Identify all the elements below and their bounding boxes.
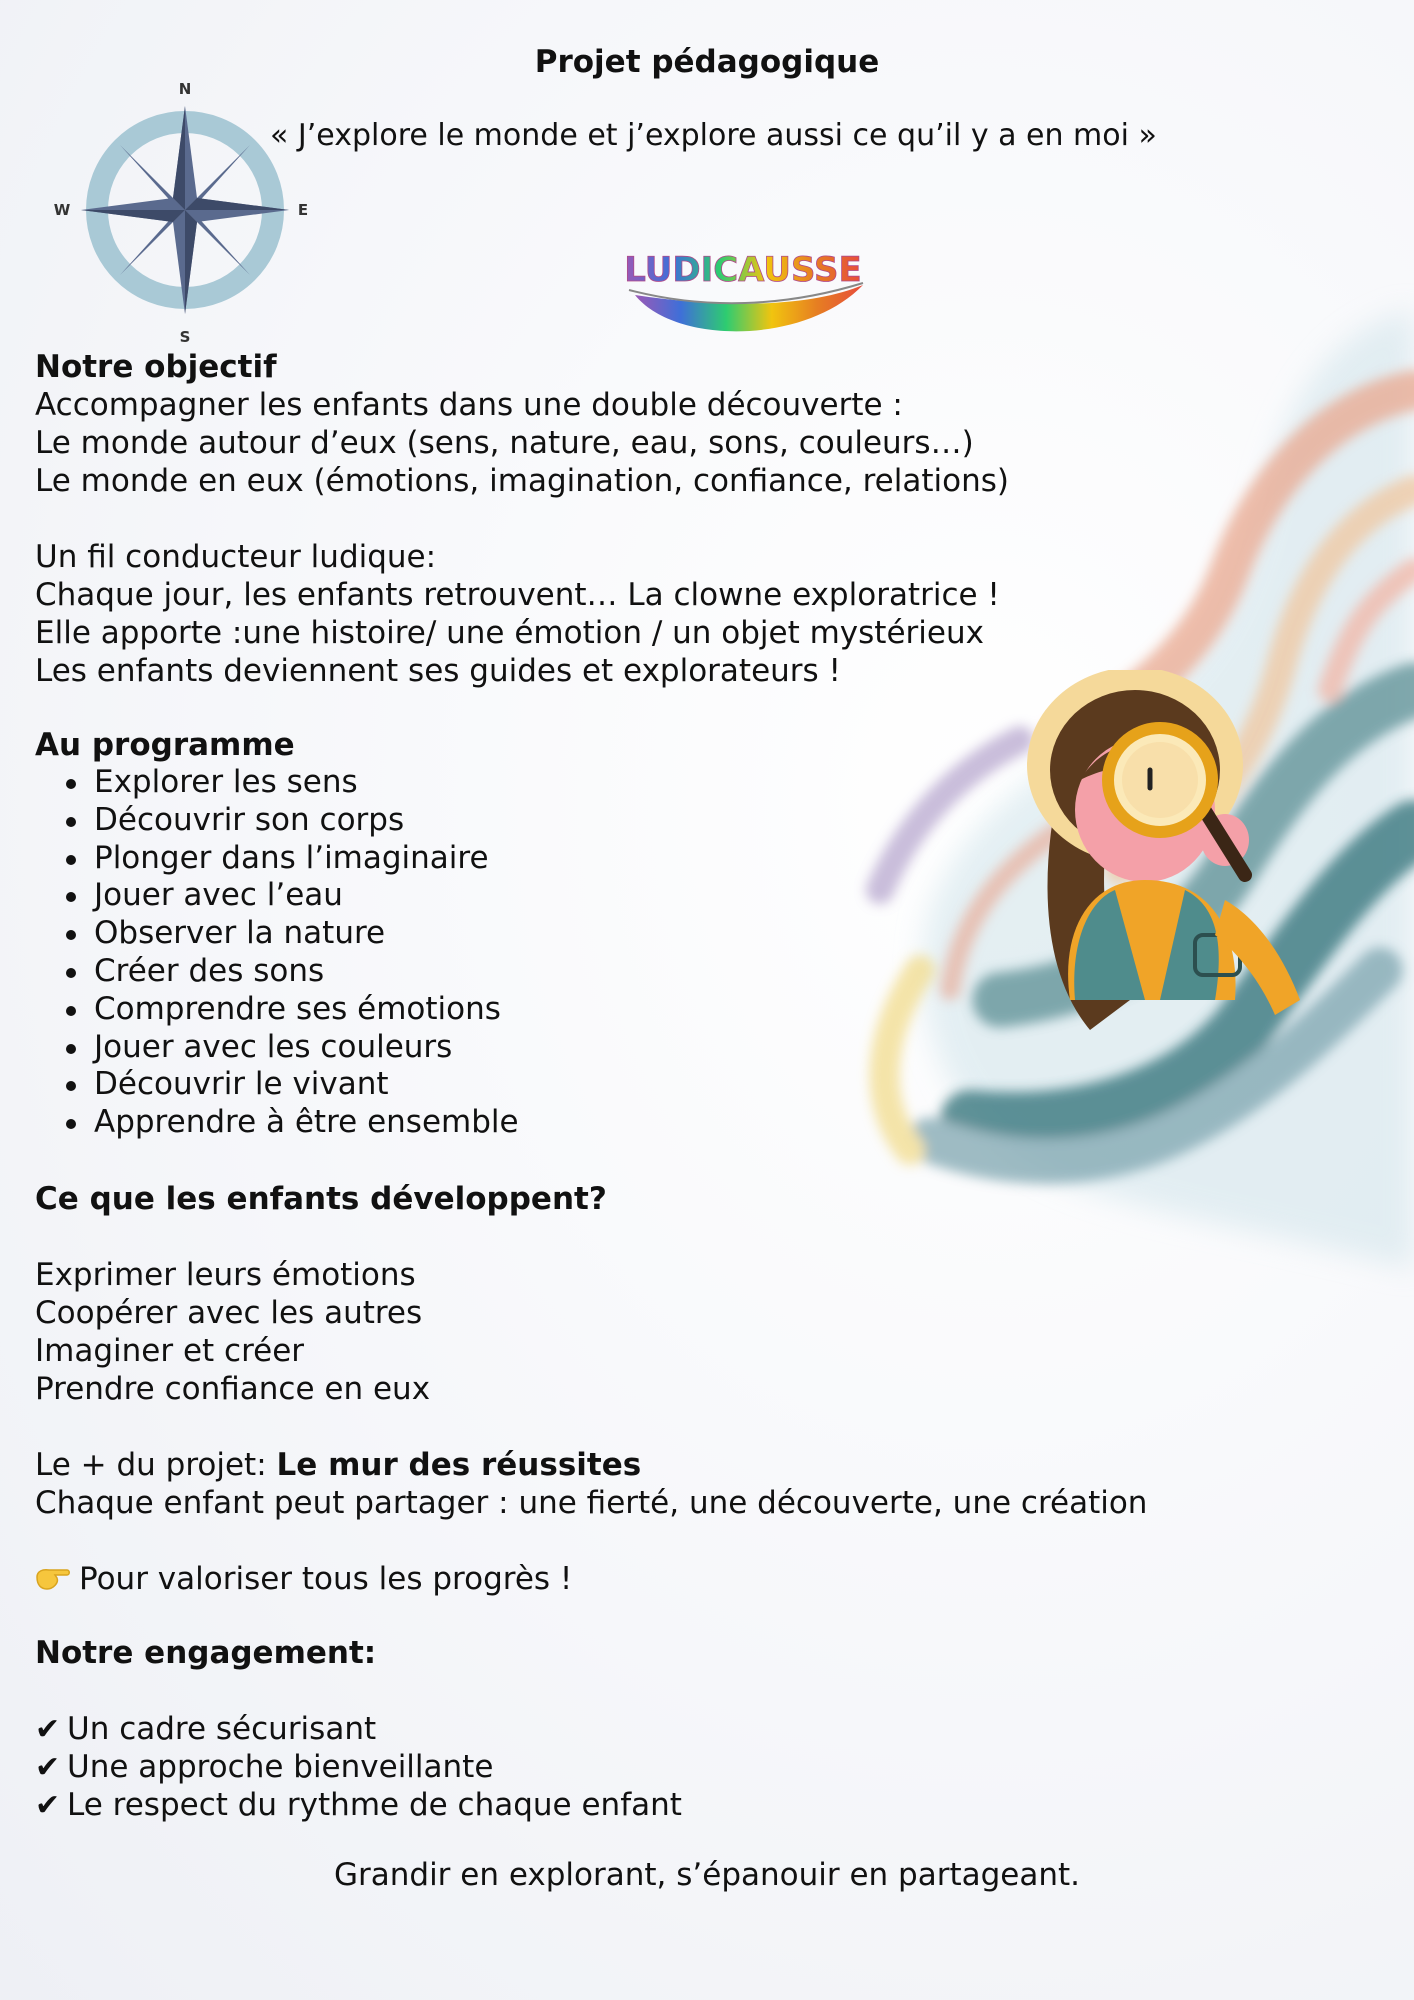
programme-list [35, 764, 519, 1142]
feather-logo [615, 235, 870, 345]
compass-south-label: S [179, 328, 191, 346]
compass-north-label: N [178, 80, 192, 98]
developpent-line: Imaginer et créer [35, 1333, 305, 1369]
valoriser-line [35, 1560, 572, 1598]
list-item: Jouer avec les couleurs [35, 1029, 519, 1067]
fil-line: Les enfants deviennent ses guides et explorateurs ! [35, 653, 841, 689]
page-title: Projet pédagogique [534, 44, 880, 80]
engagement-item-text: Une approche bienveillante [67, 1749, 494, 1785]
compass-east-label: E [297, 201, 309, 219]
plus-prefix: Le + du projet: [35, 1447, 277, 1483]
list-item: Explorer les sens [35, 764, 519, 802]
engagement-item-text: Le respect du rythme de chaque enfant [67, 1787, 682, 1823]
pointing-hand-icon [35, 1560, 79, 1598]
plus-line [35, 1446, 641, 1484]
check-icon: ✔ [35, 1712, 61, 1747]
engagement-item [35, 1710, 376, 1749]
explorer-girl-illustration [1020, 670, 1360, 1090]
developpent-line: Coopérer avec les autres [35, 1295, 423, 1331]
list-item: Créer des sons [35, 953, 519, 991]
closing-slogan: Grandir en explorant, s’épanouir en partageant. [333, 1857, 1081, 1893]
plus-highlight: Le mur des réussites [276, 1447, 642, 1483]
list-item: Observer la nature [35, 915, 519, 953]
check-icon: ✔ [35, 1788, 61, 1823]
objectif-line: Le monde en eux (émotions, imagination, confiance, relations) [35, 463, 1009, 499]
logo-text: LUDICAUSSE [624, 250, 862, 290]
objectif-line: Accompagner les enfants dans une double découverte : [35, 387, 903, 423]
list-item: Apprendre à être ensemble [35, 1104, 519, 1142]
fil-heading: Un fil conducteur ludique: [35, 539, 437, 575]
compass-west-label: W [53, 201, 71, 219]
developpent-line: Prendre confiance en eux [35, 1371, 431, 1407]
check-icon: ✔ [35, 1750, 61, 1785]
fil-line: Chaque jour, les enfants retrouvent… La clowne exploratrice ! [35, 577, 1000, 613]
objectif-heading: Notre objectif [35, 349, 277, 385]
developpent-heading: Ce que les enfants développent? [35, 1181, 607, 1217]
plus-detail: Chaque enfant peut partager : une fierté, une découverte, une création [35, 1485, 1148, 1521]
engagement-heading: Notre engagement: [35, 1635, 377, 1671]
engagement-item [35, 1786, 682, 1825]
engagement-item [35, 1748, 493, 1787]
list-item: Plonger dans l’imaginaire [35, 840, 519, 878]
programme-heading: Au programme [35, 727, 295, 763]
objectif-line: Le monde autour d’eux (sens, nature, eau, sons, couleurs…) [35, 425, 974, 461]
valoriser-text: Pour valoriser tous les progrès ! [79, 1561, 573, 1597]
engagement-item-text: Un cadre sécurisant [67, 1711, 377, 1747]
page-subtitle: « J’explore le monde et j’explore aussi ce qu’il y a en moi » [270, 118, 1157, 153]
list-item: Comprendre ses émotions [35, 991, 519, 1029]
list-item: Découvrir le vivant [35, 1066, 519, 1104]
list-item: Jouer avec l’eau [35, 877, 519, 915]
developpent-line: Exprimer leurs émotions [35, 1257, 416, 1293]
list-item: Découvrir son corps [35, 802, 519, 840]
fil-line: Elle apporte :une histoire/ une émotion / un objet mystérieux [35, 615, 984, 651]
